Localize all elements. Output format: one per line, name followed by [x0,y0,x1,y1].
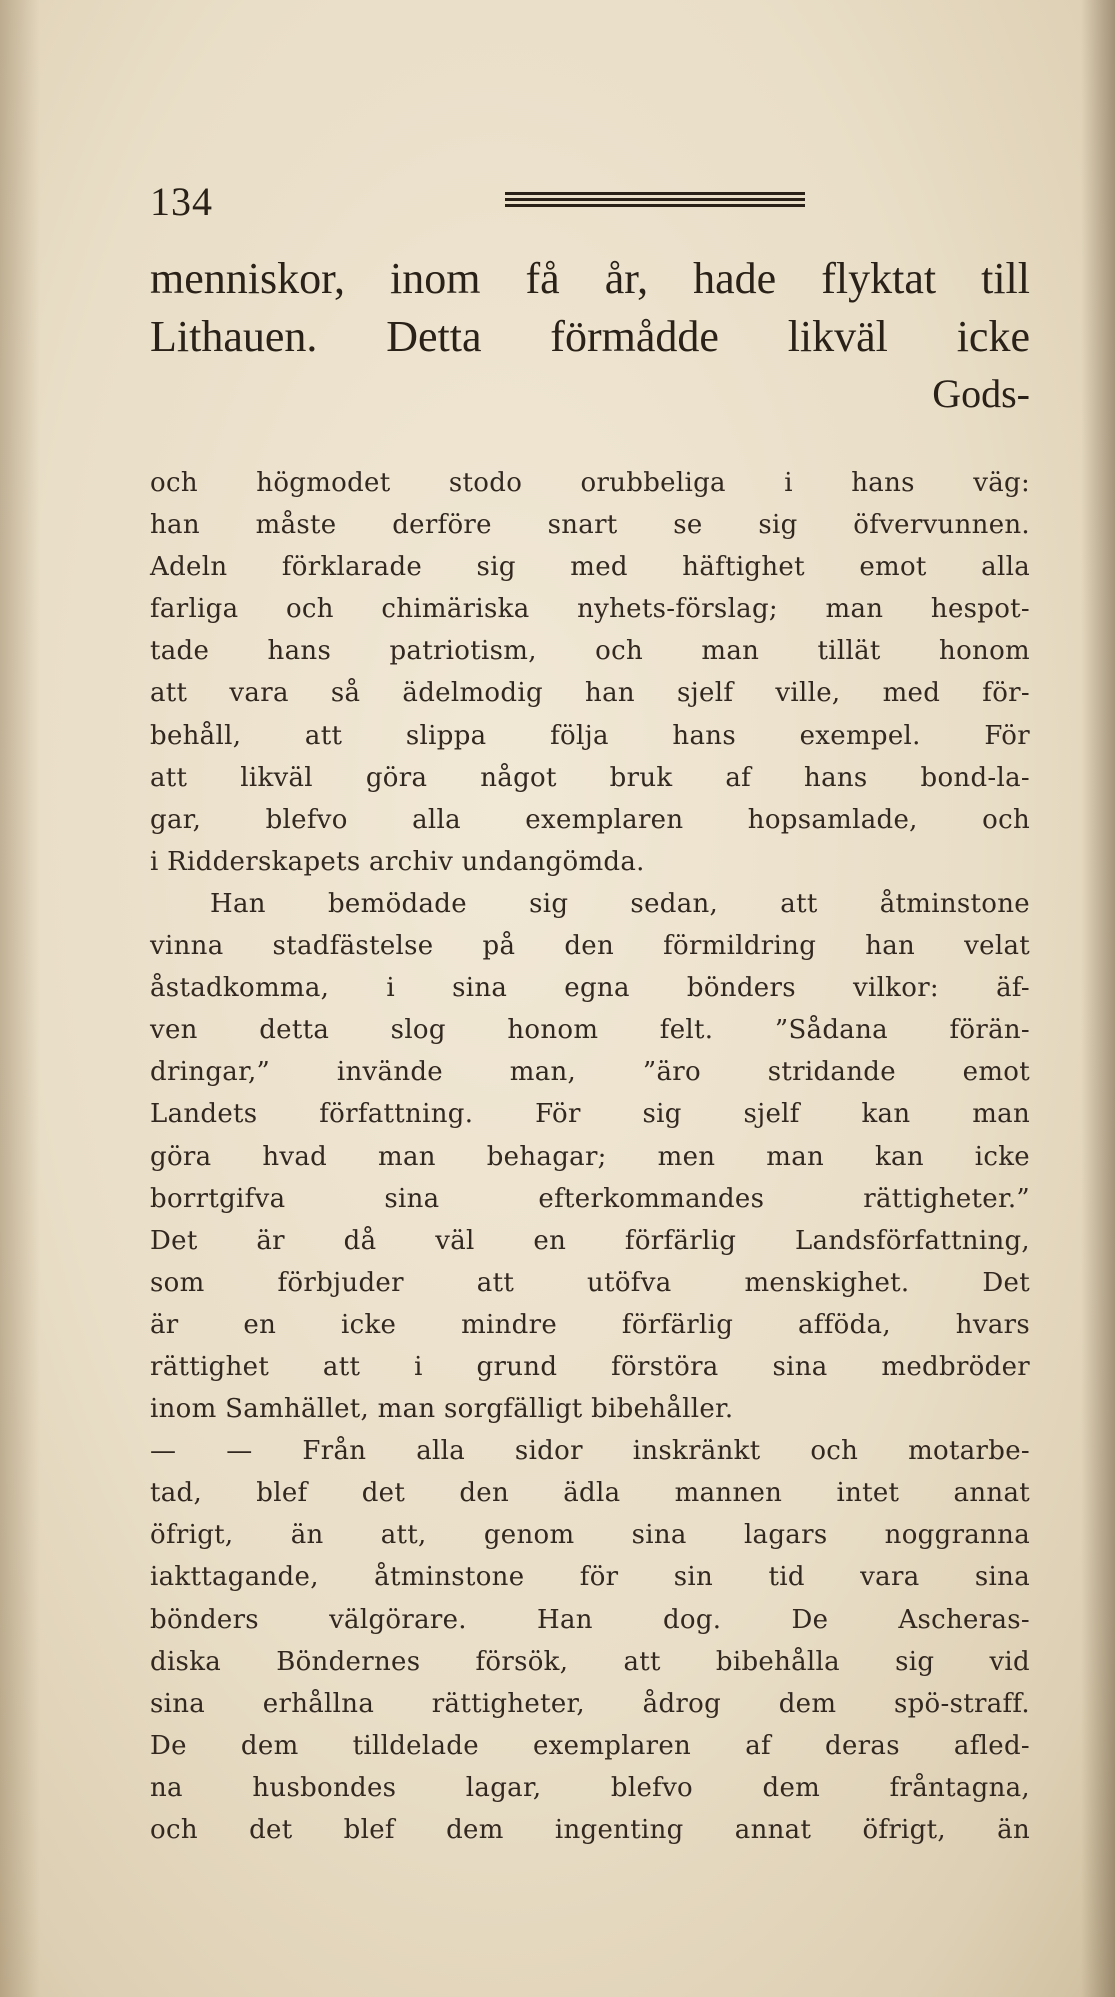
text-line: vinna stadfästelse på den förmildring han velat [150,931,1030,962]
text-line: och det blef dem ingenting annat öfrigt, än [150,1815,1030,1845]
body-text [150,462,1030,1851]
text-line: sina erhållna rättigheter, ådrog dem spö-straff. [150,1688,1030,1719]
text-line: — — Från alla sidor inskränkt och motarbe- [150,1436,1030,1467]
page-number: 134 [150,179,213,224]
text-line: att vara så ädelmodig han sjelf ville, med för- [150,678,1030,709]
text-line: han måste derföre snart se sig öfvervunnen. [150,510,1030,541]
text-line: tad, blef det den ädla mannen intet annat [150,1478,1030,1509]
text-line: na husbondes lagar, blefvo dem fråntagna, [150,1772,1030,1803]
text-line: Han bemödade sig sedan, att åtminstone [210,888,1030,919]
text-line: att likväl göra något bruk af hans bond-la- [150,762,1030,793]
text-line: behåll, att slippa följa hans exempel. För [150,720,1030,751]
text-line: bönders välgörare. Han dog. De Ascheras- [150,1604,1030,1635]
text-line: i Ridderskapets archiv undangömda. [150,846,645,877]
text-line: tade hans patriotism, och man tillät honom [150,636,1030,667]
text-line: Landets författning. För sig sjelf kan man [150,1099,1030,1130]
text-line: Adeln förklarade sig med häftighet emot alla [150,552,1030,583]
text-line: som förbjuder att utöfva menskighet. Det [150,1267,1030,1298]
text-line: åstadkomma, i sina egna bönders vilkor: äf- [150,973,1030,1004]
page-header [150,172,1040,232]
text-line: ven detta slog honom felt. ”Sådana förän- [150,1015,1030,1046]
text-line: och högmodet stodo orubbeliga i hans väg: [150,468,1030,498]
text-line: rättighet att i grund förstöra sina medbröder [150,1351,1030,1382]
heading-line: Lithauen. Detta förmådde likväl icke [150,312,1030,361]
text-line: iakttagande, åtminstone för sin tid vara sina [150,1562,1030,1593]
text-line: gar, blefvo alla exemplaren hopsamlade, och [150,804,1030,835]
text-line: Det är då väl en förfärlig Landsförfattning, [150,1225,1030,1256]
text-line: De dem tilldelade exemplaren af deras afled- [150,1730,1030,1761]
text-line: dringar,” invände man, ”äro stridande emot [150,1057,1030,1088]
text-line: borrtgifva sina efterkommandes rättigheter.” [150,1183,1030,1214]
text-line: göra hvad man behagar; men man kan icke [150,1141,1030,1172]
heading-line: menniskor, inom få år, hade flyktat till [150,254,1030,303]
text-line: är en icke mindre förfärlig afföda, hvars [150,1309,1030,1340]
text-line: inom Samhället, man sorgfälligt bibehåller. [150,1394,734,1425]
text-line: farliga och chimäriska nyhets-förslag; man hespot- [150,594,1030,625]
header-rule [505,192,805,208]
catchword: Gods- [932,371,1030,416]
text-line: öfrigt, än att, genom sina lagars noggranna [150,1520,1030,1551]
text-line: diska Böndernes försök, att bibehålla sig vid [150,1646,1030,1677]
page-body [150,250,1030,1851]
